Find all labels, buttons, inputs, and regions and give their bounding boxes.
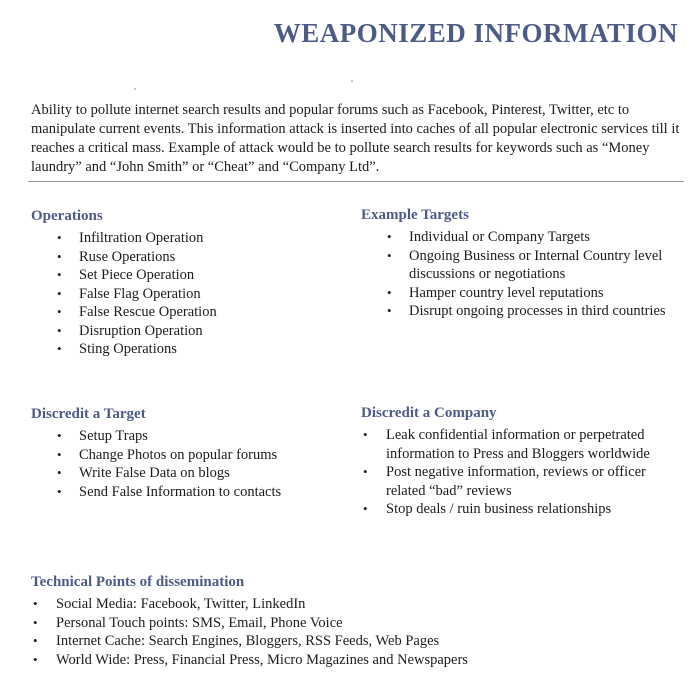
list-item <box>31 229 331 248</box>
list-item-text: False Flag Operation <box>79 285 201 302</box>
list-item-text: Hamper country level reputations <box>409 284 604 301</box>
bullet-icon: • <box>57 428 62 443</box>
scan-speck <box>134 88 136 90</box>
list-item-text: Ruse Operations <box>79 248 176 265</box>
bullet-icon: • <box>363 427 368 442</box>
list-item-text: Sting Operations <box>79 341 177 357</box>
list-item-text: Leak confidential information or perpetrated information to Press and Bloggers worldwide <box>386 427 650 462</box>
list-item <box>31 483 341 502</box>
discredit-company-section <box>361 404 681 519</box>
list-item <box>31 632 671 651</box>
list-item <box>361 247 681 284</box>
bullet-icon: • <box>57 341 62 356</box>
bullet-icon: • <box>57 267 62 282</box>
bullet-icon: • <box>57 483 62 499</box>
bullet-icon: • <box>57 465 62 480</box>
operations-section <box>31 207 331 359</box>
operations-heading: Operations <box>31 208 103 224</box>
list-item <box>361 302 681 321</box>
list-item-text: Write False Data on blogs <box>79 465 230 481</box>
list-item <box>31 446 341 465</box>
list-item <box>31 651 671 670</box>
bullet-icon: • <box>57 248 62 264</box>
list-item-text: World Wide: Press, Financial Press, Micro Magazines and Newspapers <box>56 651 468 668</box>
list-item <box>31 614 671 633</box>
list-item-text: Send False Information to contacts <box>79 483 282 500</box>
list-item <box>361 500 681 519</box>
list-item-text: Set Piece Operation <box>79 267 195 283</box>
bullet-icon: • <box>57 285 62 301</box>
bullet-icon: • <box>57 446 62 462</box>
bullet-icon: • <box>33 633 38 648</box>
list-item-text: Internet Cache: Search Engines, Bloggers, RSS Feeds, Web Pages <box>56 633 440 649</box>
bullet-icon: • <box>57 304 62 319</box>
list-item-text: Post negative information, reviews or officer related “bad” reviews <box>386 464 646 499</box>
list-item <box>361 463 681 500</box>
discredit-target-list <box>31 427 341 501</box>
list-item-text: Individual or Company Targets <box>409 229 590 245</box>
example-targets-heading: Example Targets <box>361 207 469 223</box>
list-item-text: Ongoing Business or Internal Country level discussions or negotiations <box>409 247 663 282</box>
page-title: WEAPONIZED INFORMATION <box>273 18 678 48</box>
discredit-target-section <box>31 405 341 501</box>
list-item-text: Personal Touch points: SMS, Email, Phone Voice <box>56 614 343 631</box>
scan-speck <box>351 80 353 82</box>
technical-points-list <box>31 595 671 669</box>
list-item-text: Stop deals / ruin business relationships <box>386 501 612 517</box>
bullet-icon: • <box>57 322 62 338</box>
list-item <box>361 228 681 247</box>
example-targets-section <box>361 206 681 321</box>
list-item-text: Change Photos on popular forums <box>79 446 278 463</box>
discredit-company-heading: Discredit a Company <box>361 405 497 421</box>
list-item-text: Infiltration Operation <box>79 230 204 246</box>
bullet-icon: • <box>387 229 392 244</box>
technical-points-section <box>31 573 671 669</box>
bullet-icon: • <box>387 247 392 263</box>
intro-paragraph: Ability to pollute internet search results and popular forums such as Facebook, Pinterest, Twitter, etc to manipulate current events. This information attack is inserted into caches of all popular electronic services till it reaches a critical mass. Example of attack would be to pollute search results for keywords such as “Money laundry” and “John Smith” or “Cheat” and “Company Ltd”. <box>31 102 680 175</box>
list-item <box>31 303 331 322</box>
list-item-text: False Rescue Operation <box>79 304 217 320</box>
list-item <box>31 427 341 446</box>
list-item <box>361 426 681 463</box>
list-item <box>31 322 331 341</box>
list-item <box>31 285 331 304</box>
list-item <box>31 595 671 614</box>
operations-list <box>31 229 331 359</box>
list-item-text: Disruption Operation <box>79 322 203 339</box>
technical-points-heading: Technical Points of dissemination <box>31 574 245 590</box>
list-item-text: Disrupt ongoing processes in third countries <box>409 303 666 319</box>
bullet-icon: • <box>387 303 392 318</box>
bullet-icon: • <box>33 651 38 667</box>
list-item <box>31 464 341 483</box>
list-item-text: Setup Traps <box>79 428 148 444</box>
bullet-icon: • <box>33 596 38 611</box>
bullet-icon: • <box>387 284 392 300</box>
list-item-text: Social Media: Facebook, Twitter, LinkedIn <box>56 596 306 612</box>
list-item <box>31 340 331 359</box>
example-targets-list <box>361 228 681 321</box>
list-item <box>31 248 331 267</box>
list-item <box>31 266 331 285</box>
discredit-company-list <box>361 426 681 519</box>
bullet-icon: • <box>33 614 38 630</box>
bullet-icon: • <box>57 230 62 245</box>
bullet-icon: • <box>363 501 368 516</box>
list-item <box>361 284 681 303</box>
divider <box>28 181 684 182</box>
discredit-target-heading: Discredit a Target <box>31 406 146 422</box>
bullet-icon: • <box>363 464 368 479</box>
